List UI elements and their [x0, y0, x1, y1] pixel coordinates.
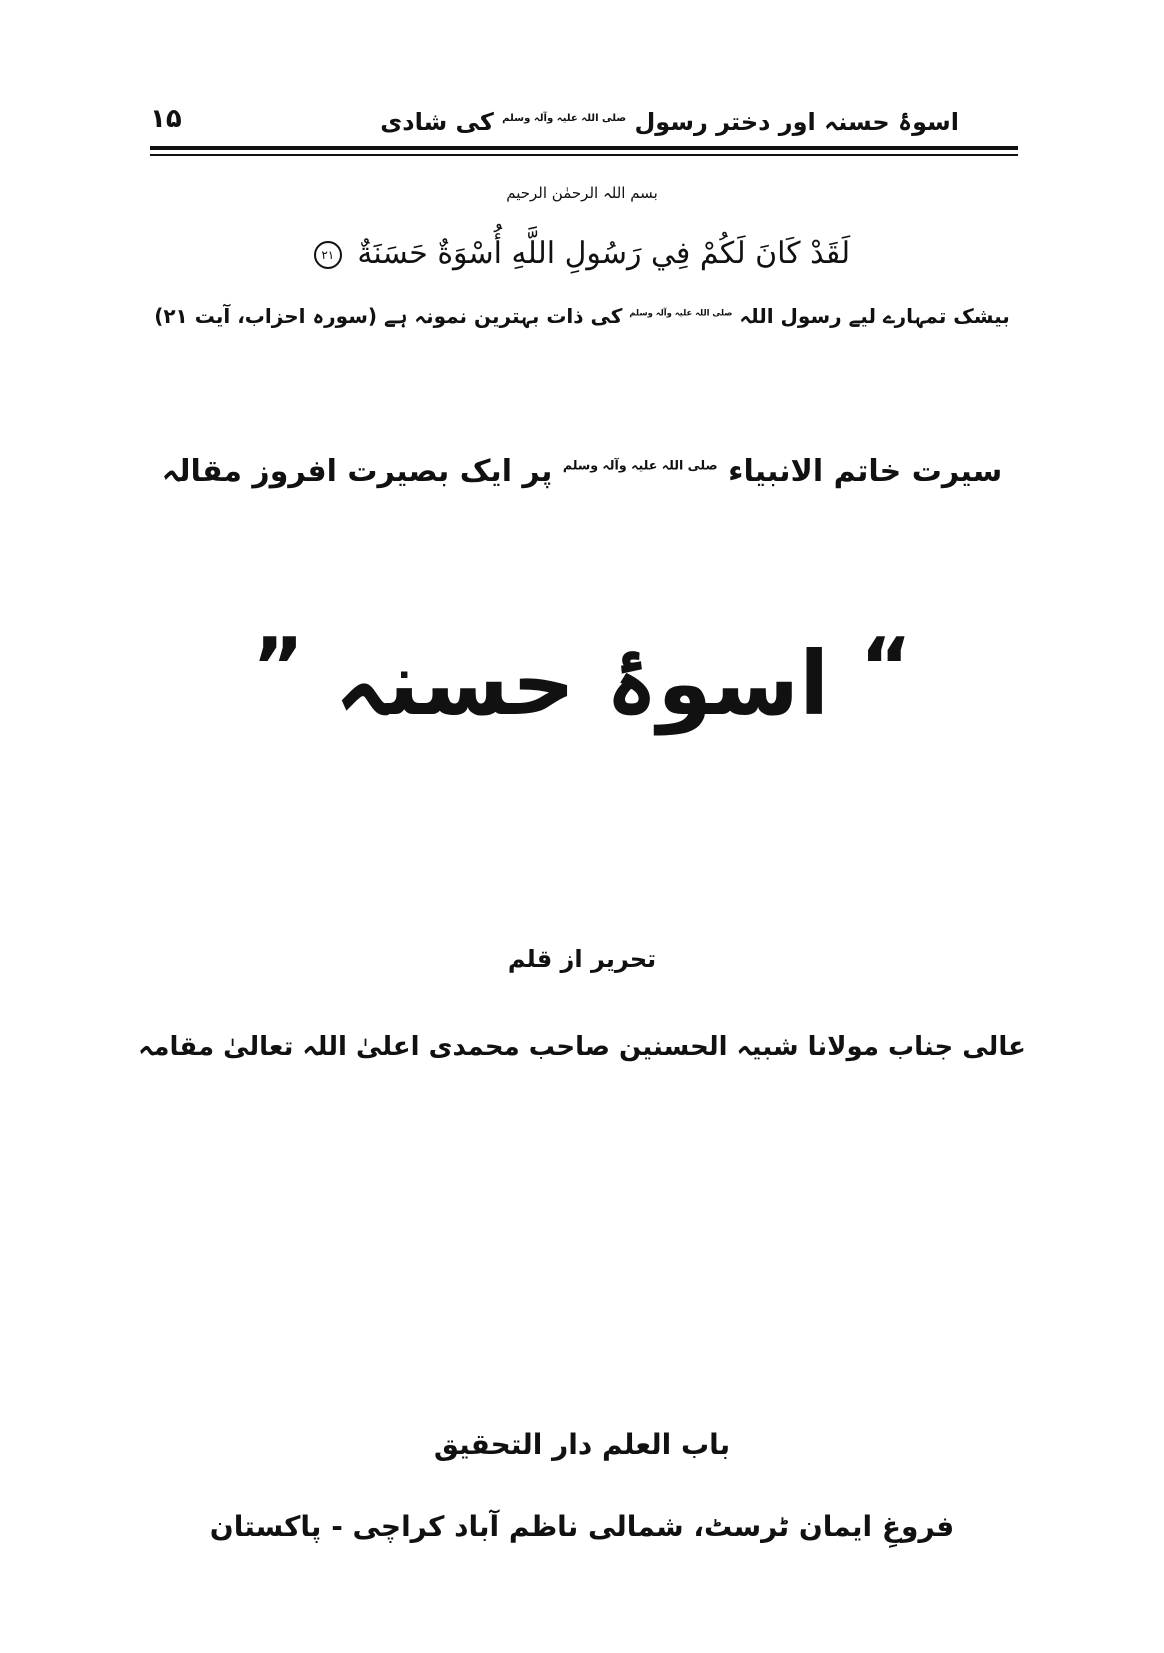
- running-header-title: [380, 108, 959, 136]
- verse-translation: [0, 304, 1164, 328]
- bismillah: بسم اللہ الرحمٰن الرحیم: [506, 184, 658, 202]
- quran-verse: [0, 236, 1164, 271]
- translation-start: بیشک تمہارے لیے رسول اللہ: [739, 304, 1010, 328]
- translation-end: کی ذات بہترین نمونہ ہے (سورہ احزاب، آیت ۲۱): [154, 304, 623, 328]
- verse-text: لَقَدْ كَانَ لَكُمْ فِي رَسُولِ اللَّهِ أُسْوَةٌ حَسَنَةٌ: [357, 236, 851, 271]
- book-title: [0, 620, 1164, 735]
- title-open-quote: “: [859, 620, 912, 713]
- ayah-number-badge: ٢١: [314, 241, 342, 269]
- salawat-honorific: صلی اللہ علیہ وآلہ وسلم: [629, 307, 733, 318]
- title-text: اسوۂ حسنہ: [334, 631, 830, 735]
- author-name: عالی جناب مولانا شبیہ الحسنین صاحب محمدی اعلیٰ اللہ تعالیٰ مقامہ: [138, 1032, 1026, 1062]
- subtitle-end: پر ایک بصیرت افروز مقالہ: [161, 454, 553, 489]
- subtitle-start: سیرت خاتم الانبیاء: [728, 454, 1003, 489]
- publisher-name: باب العلم دار التحقیق: [433, 1428, 731, 1461]
- book-subtitle: [0, 454, 1164, 489]
- publisher-address: فروغِ ایمان ٹرسٹ، شمالی ناظم آباد کراچی - پاکستان: [209, 1510, 955, 1543]
- title-close-quote: ”: [252, 620, 305, 713]
- salawat-honorific: صلی اللہ علیہ وآلہ وسلم: [562, 457, 718, 473]
- header-title-start: اسوۂ حسنہ اور دختر رسول: [634, 108, 959, 136]
- header-rule-thick: [150, 146, 1018, 150]
- page-number: ۱۵: [150, 104, 182, 134]
- header-rule-thin: [150, 154, 1018, 156]
- header-title-end: کی شادی: [380, 108, 494, 136]
- written-by-label: تحریر از قلم: [507, 945, 657, 973]
- salawat-honorific: صلی اللہ علیہ وآلہ وسلم: [502, 112, 627, 124]
